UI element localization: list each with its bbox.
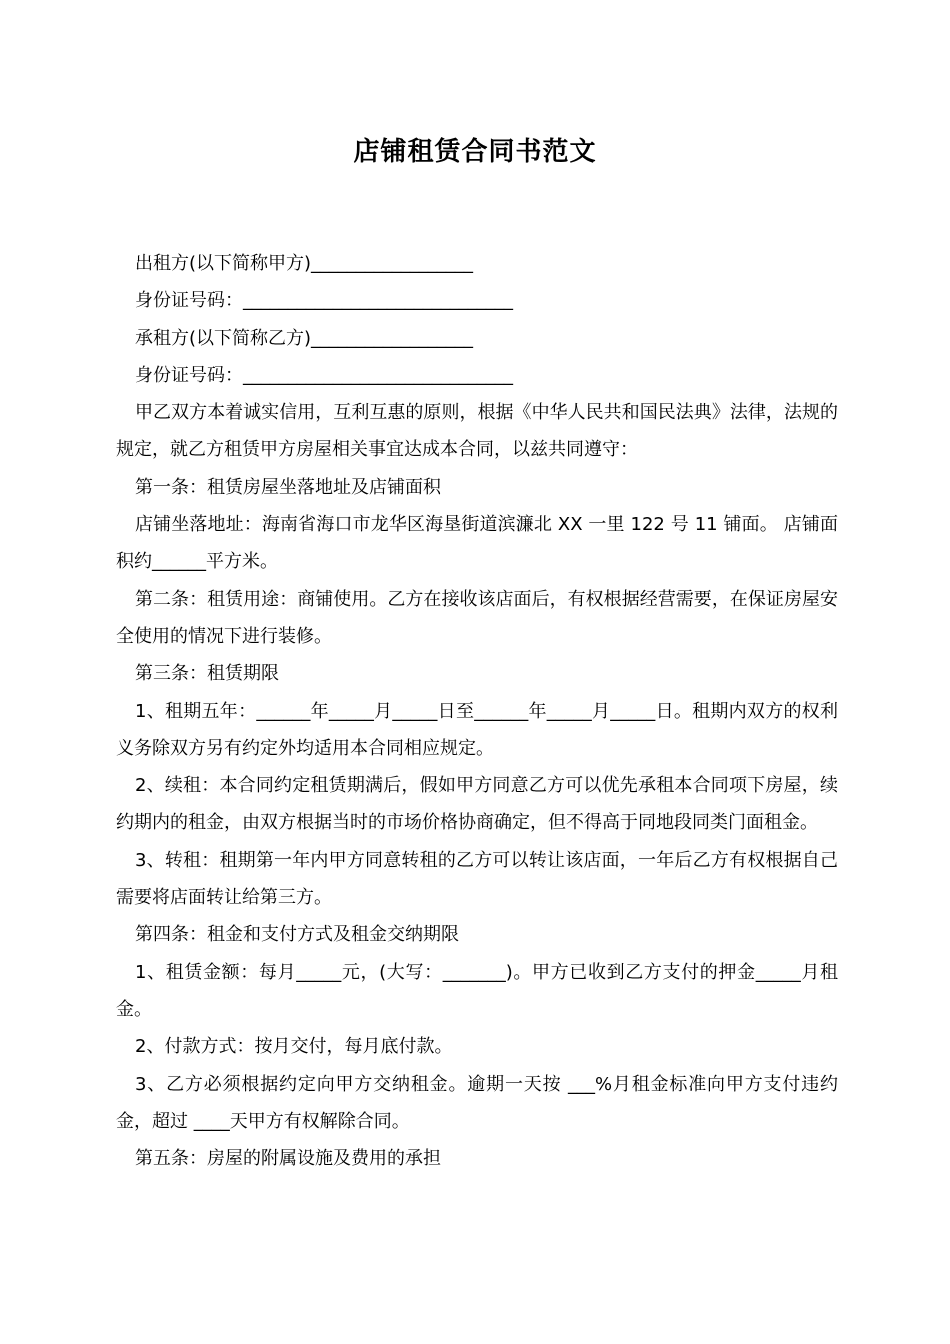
article-2-paragraph: 第二条：租赁用途：商铺使用。乙方在接收该店面后，有权根据经营需要，在保证房屋安全使用的情况下进行装修。 <box>116 588 838 647</box>
lessee-line: 承租方(以下简称乙方)__________________ <box>135 327 474 349</box>
late-payment-paragraph: 3、乙方必须根据约定向甲方交纳租金。逾期一天按 ___%月租金标准向甲方支付违约金，超过 ____天甲方有权解除合同。 <box>116 1073 838 1132</box>
lessor-line: 出租方(以下简称甲方)__________________ <box>135 253 474 274</box>
sublease-paragraph: 3、转租：租期第一年内甲方同意转租的乙方可以转让该店面，一年后乙方有权根据自己需要将店面转让给第三方。 <box>116 849 838 909</box>
preamble-paragraph: 甲乙双方本着诚实信用，互利互惠的原则，根据《中华人民共和国民法典》法律，法规的规定，就乙方租赁甲方房屋相关事宜达成本合同，以兹共同遵守： <box>116 402 838 461</box>
lessor-id-line: 身份证号码：______________________________ <box>135 290 513 312</box>
lessee-id-line: 身份证号码：______________________________ <box>135 364 513 386</box>
article-4-heading: 第四条：租金和支付方式及租金交纳期限 <box>135 924 459 946</box>
shop-address-paragraph: 店铺坐落地址：海南省海口市龙华区海垦街道滨濂北 XX 一里 122 号 11 铺面。 店铺面积约______平方米。 <box>116 514 838 573</box>
document-body <box>116 245 838 1177</box>
article-3-heading: 第三条：租赁期限 <box>135 663 279 685</box>
payment-method-paragraph: 2、付款方式：按月交付，每月底付款。 <box>135 1036 453 1058</box>
document-title: 店铺租赁合同书范文 <box>353 137 597 167</box>
article-1-heading: 第一条：租赁房屋坐落地址及店铺面积 <box>135 476 441 498</box>
article-5-heading: 第五条：房屋的附属设施及费用的承担 <box>135 1148 441 1170</box>
lease-term-paragraph: 1、租期五年：______年_____月_____日至______年_____月_____日。租期内双方的权利义务除双方另有约定外均适用本合同相应规定。 <box>116 700 838 759</box>
renewal-paragraph: 2、续租：本合同约定租赁期满后，假如甲方同意乙方可以优先承租本合同项下房屋，续约期内的租金，由双方根据当时的市场价格协商确定，但不得高于同地段同类门面租金。 <box>116 775 838 834</box>
rent-amount-paragraph: 1、租赁金额：每月_____元，(大写：_______)。甲方已收到乙方支付的押金_____月租金。 <box>116 961 838 1020</box>
